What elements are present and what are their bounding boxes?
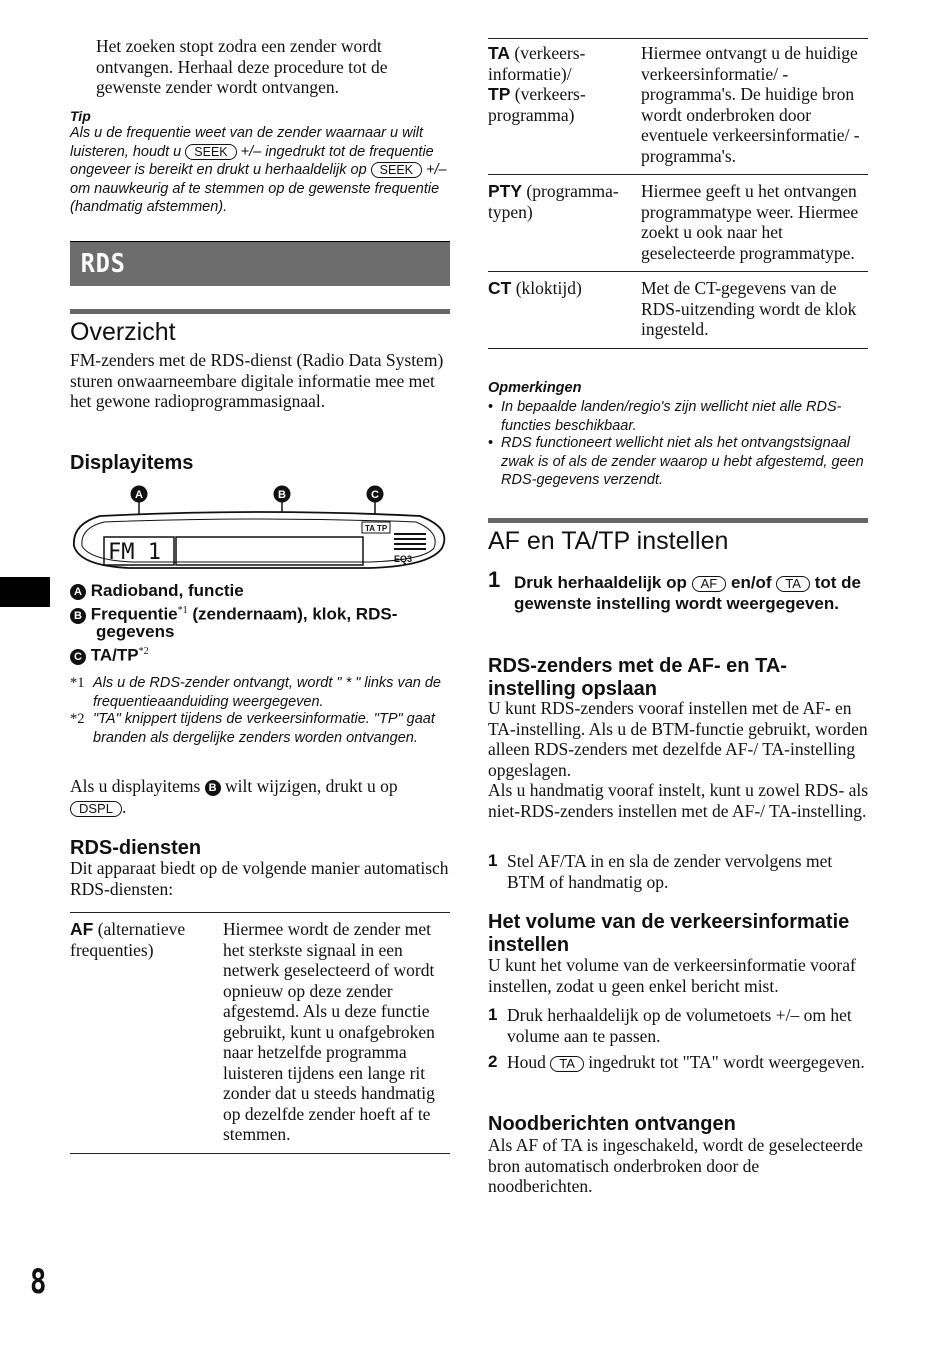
volume-step-1-text: Druk herhaaldelijk op de volumetoets +/– om het volume aan te passen. xyxy=(507,1005,852,1046)
display-item-b-label: Frequentie xyxy=(90,604,178,624)
pty-key-rest: (programma-typen) xyxy=(488,181,619,222)
intro-paragraph: Het zoeken stopt zodra een zender wordt ontvangen. Herhaal deze procedure tot de gewenste zender wordt ontvangen. xyxy=(96,36,388,97)
volume-step-2-text-b: ingedrukt tot "TA" wordt weergegeven. xyxy=(588,1052,865,1072)
volume-step-1 xyxy=(488,1005,868,1046)
seek-button-label: SEEK xyxy=(371,162,422,178)
note-text: RDS functioneert wellicht niet als het ontvangstsignaal zwak is of als de zender waarop u hebt afgestemd, geen RDS-gegevens verzendt. xyxy=(501,435,864,488)
af-key: AF xyxy=(70,919,94,939)
callout-c xyxy=(367,486,384,503)
tp-key-rest: (verkeers-programma) xyxy=(488,84,586,125)
footnote-ref: *2 xyxy=(138,646,149,657)
bullet-icon: • xyxy=(488,399,494,415)
display-item-a-label: Radioband, functie xyxy=(90,581,244,600)
display-item-a xyxy=(70,581,244,602)
af-ta-heading: AF en TA/TP instellen xyxy=(488,527,729,555)
footnote-mark: *1 xyxy=(70,675,85,691)
step-number: 1 xyxy=(488,1005,498,1024)
note-2 xyxy=(488,434,868,490)
nood-heading: Noodberichten ontvangen xyxy=(488,1113,736,1135)
services-table xyxy=(488,38,868,349)
section-tab-marker xyxy=(0,577,50,607)
tip-title: Tip xyxy=(70,108,91,124)
marker-a-icon: A xyxy=(70,584,86,600)
ta-key: TA xyxy=(488,43,511,63)
ct-key-rest: (kloktijd) xyxy=(511,278,582,298)
svg-text:A: A xyxy=(135,489,143,501)
step-number: 2 xyxy=(488,1052,498,1071)
section-rule xyxy=(488,518,868,523)
svg-text:C: C xyxy=(371,489,379,501)
svg-text:B: B xyxy=(278,489,286,501)
display-illustration xyxy=(70,482,450,578)
save-heading: RDS-zenders met de AF- en TA-instelling opslaan xyxy=(488,655,787,700)
nood-text: Als AF of TA is ingeschakeld, wordt de geselecteerde bron automatisch onderbroken door de noodberichten. xyxy=(488,1135,863,1196)
rds-diensten-text: Dit apparaat biedt op de volgende manier automatisch RDS-diensten: xyxy=(70,858,449,899)
step-1 xyxy=(514,573,868,614)
footnote-2 xyxy=(70,710,452,747)
display-item-c-label: TA/TP xyxy=(90,645,139,665)
section-rule xyxy=(70,309,450,314)
seek-button-label: SEEK xyxy=(185,144,236,160)
tip-body xyxy=(70,124,452,217)
volume-heading: Het volume van de verkeersinformatie instellen xyxy=(488,911,850,956)
note-1 xyxy=(488,398,868,435)
pty-row xyxy=(488,175,868,272)
displayitems-heading: Displayitems xyxy=(70,452,194,474)
volume-step-2 xyxy=(488,1052,868,1073)
dspl-text-2: wilt wijzigen, drukt u op xyxy=(225,776,398,796)
step-1-text-a: Druk herhaaldelijk op xyxy=(514,573,687,592)
lcd-band-text: FM 1 xyxy=(108,540,161,565)
footnote-mark: *2 xyxy=(70,711,85,727)
save-step-text: Stel AF/TA in en sla de zender vervolgens met BTM of handmatig op. xyxy=(507,851,833,892)
tip-text-3: +/– om nauwkeurig af te stemmen op de gewenste frequentie (handmatig afstemmen). xyxy=(70,162,447,215)
tip-text-1: Als u de frequentie weet van de zender waarnaar u wilt luisteren, houdt u xyxy=(70,125,424,160)
notes-title: Opmerkingen xyxy=(488,380,582,396)
pty-desc: Hiermee geeft u het ontvangen programmatype weer. Hiermee zoekt u ook naar het geselecteerde programmatype. xyxy=(641,181,859,263)
ct-key: CT xyxy=(488,278,512,298)
save-text-2: Als u handmatig vooraf instelt, kunt u zowel RDS- als niet-RDS-zenders instellen met de AF-/ TA-instelling. xyxy=(488,780,869,821)
af-table xyxy=(70,912,450,1154)
rds-banner-label: RDS xyxy=(80,249,126,279)
volume-step-2-text-a: Houd xyxy=(507,1052,546,1072)
af-desc: Hiermee wordt de zender met het sterkste signaal in een netwerk geselecteerd of wordt opnieuw op deze zender afgestemd. Als u deze functie gebruikt, kunt u onafgebroken naar hetzelfde programma luisteren tijdens een lange rit zonder dat u steeds handmatig op dezelfde zender hoeft af te stemmen. xyxy=(223,919,435,1144)
volume-text: U kunt het volume van de verkeersinformatie vooraf instellen, zodat u geen enkel bericht mist. xyxy=(488,955,856,996)
step-number: 1 xyxy=(488,567,501,592)
callout-b xyxy=(274,486,291,503)
display-item-b-label-3: gegevens xyxy=(96,622,175,641)
step-number: 1 xyxy=(488,851,498,870)
marker-c-icon: C xyxy=(70,649,86,665)
ta-tp-row xyxy=(488,39,868,175)
footnote-text: "TA" knippert tijdens de verkeersinformatie. "TP" gaat branden als dergelijke zenders worden ontvangen. xyxy=(93,711,435,746)
eq-indicator: EQ3 xyxy=(394,554,413,564)
display-item-b-label-2: (zendernaam), klok, RDS- xyxy=(187,604,398,624)
ta-tp-desc: Hiermee ontvangt u de huidige verkeersinformatie/ -programma's. De huidige bron wordt onderbroken door eventuele verkeersinformatie/ -programma's. xyxy=(641,43,860,166)
marker-b-icon: B xyxy=(70,608,86,624)
ct-row xyxy=(488,272,868,349)
note-text: In bepaalde landen/regio's zijn wellicht niet alle RDS-functies beschikbaar. xyxy=(501,399,842,434)
ct-desc: Met de CT-gegevens van de RDS-uitzending wordt de klok ingesteld. xyxy=(641,278,857,339)
pty-key: PTY xyxy=(488,181,523,201)
save-step xyxy=(488,851,868,892)
footnote-1 xyxy=(70,674,452,711)
tp-key: TP xyxy=(488,84,511,104)
af-key-rest: (alternatieve frequenties) xyxy=(70,919,186,960)
step-1-text-b: en/of xyxy=(730,573,772,592)
dspl-end: . xyxy=(121,796,127,817)
overzicht-heading: Overzicht xyxy=(70,318,176,346)
dspl-button-label: DSPL xyxy=(70,801,122,817)
rds-banner xyxy=(70,241,450,286)
display-item-c xyxy=(70,642,149,666)
page-number: 8 xyxy=(30,1262,47,1302)
tip-text-2: +/– ingedrukt tot de frequentie ongeveer is bereikt en drukt u herhaaldelijk op xyxy=(70,143,434,178)
overzicht-text: FM-zenders met de RDS-dienst (Radio Data System) sturen onwaarneembare digitale informatie mee met het gewone radioprogrammasignaal. xyxy=(70,350,444,411)
bullet-icon: • xyxy=(488,435,494,451)
dspl-text-1: Als u displayitems xyxy=(70,776,201,796)
ta-tp-indicator: TA TP xyxy=(365,524,388,533)
dspl-paragraph xyxy=(70,776,452,817)
footnote-text: Als u de RDS-zender ontvangt, wordt " * " links van de frequentieaanduiding weergegeven. xyxy=(93,675,441,710)
rds-diensten-heading: RDS-diensten xyxy=(70,837,202,859)
af-button-label: AF xyxy=(692,576,727,592)
callout-a xyxy=(131,486,148,503)
ta-key-rest: (verkeers-informatie)/ xyxy=(488,43,586,84)
ta-button-label: TA xyxy=(550,1056,584,1072)
footnote-ref: *1 xyxy=(177,605,188,616)
step-1-text-c: tot de gewenste instelling wordt weergegeven. xyxy=(514,573,861,613)
save-text: U kunt RDS-zenders vooraf instellen met de AF- en TA-instelling. Als u de BTM-functie gebruikt, worden alleen RDS-zenders met dezelfde AF-/ TA-instelling opgeslagen. xyxy=(488,698,868,780)
marker-b-icon: B xyxy=(205,780,221,796)
af-row xyxy=(70,913,450,1153)
ta-button-label: TA xyxy=(776,576,810,592)
